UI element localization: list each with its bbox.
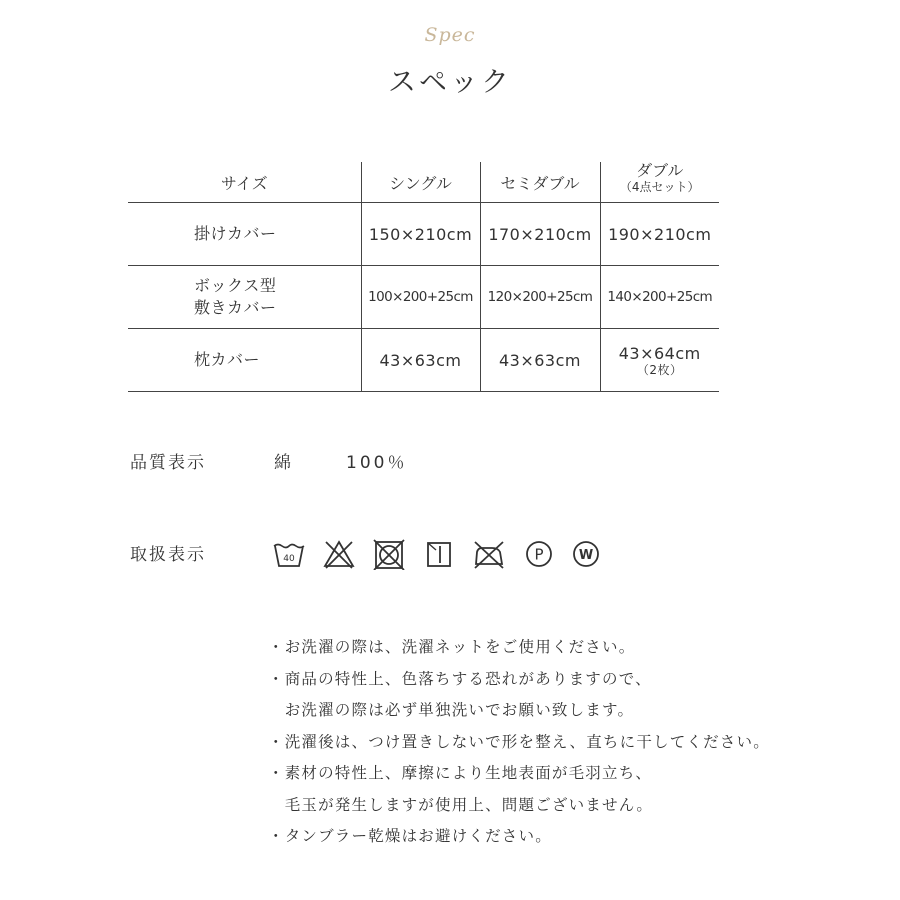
- cell-semi-double: 170×210cm: [480, 203, 600, 266]
- svg-text:P: P: [534, 545, 544, 564]
- note-line: 毛玉が発生しますが使用上、問題ございません。: [268, 795, 654, 814]
- cell-double: 140×200+25cm: [600, 266, 719, 329]
- no-bleach-icon: [322, 538, 356, 570]
- cell-double: [600, 329, 719, 392]
- quality-percent: 100％: [346, 453, 408, 473]
- script-title: Spec: [424, 24, 476, 46]
- note-line: ・洗濯後は、つけ置きしないで形を整え、直ちに干してください。: [268, 732, 770, 751]
- page-title: スペック: [387, 65, 512, 98]
- row-label-duvet-cover: 掛けカバー: [194, 224, 277, 243]
- table-row: [128, 266, 719, 329]
- wet-clean-w-icon: [570, 538, 602, 570]
- cell-double-value: 43×64cm: [618, 343, 701, 363]
- care-label: 取扱表示: [130, 545, 206, 565]
- svg-text:W: W: [578, 548, 594, 563]
- note-line: ・商品の特性上、色落ちする恐れがありますので、: [268, 669, 652, 688]
- header-double: [600, 162, 719, 203]
- table-row: [128, 329, 719, 392]
- wash-40-icon: [272, 538, 306, 570]
- iron-low-icon: [472, 538, 506, 570]
- cell-double-note: （2枚）: [636, 362, 683, 377]
- cell-single: 150×210cm: [361, 203, 480, 266]
- row-label-pillow-cover: 枕カバー: [194, 350, 261, 369]
- note-line: お洗濯の際は必ず単独洗いでお願い致します。: [268, 701, 635, 719]
- cell-single: 100×200+25cm: [361, 266, 480, 329]
- table-header-row: [128, 162, 719, 203]
- header-single: シングル: [361, 162, 480, 203]
- spec-table: [128, 162, 719, 392]
- care-notes: [268, 632, 770, 853]
- row-label-line2: 敷きカバー: [194, 298, 277, 317]
- header-semi-double: セミダブル: [480, 162, 600, 203]
- row-label-box-sheet: [128, 266, 361, 329]
- header-double-note: （4点セット）: [619, 180, 700, 194]
- table-row: [128, 203, 719, 266]
- row-label-line1: ボックス型: [194, 276, 277, 295]
- quality-label: 品質表示: [130, 453, 206, 473]
- note-line: ・素材の特性上、摩擦により生地表面が毛羽立ち、: [268, 764, 653, 782]
- quality-material: 綿: [274, 453, 291, 473]
- cell-semi-double: 120×200+25cm: [480, 266, 600, 329]
- cell-double: 190×210cm: [600, 203, 719, 266]
- header-size: サイズ: [128, 162, 361, 203]
- note-line: ・タンブラー乾燥はお避けください。: [268, 827, 552, 845]
- line-dry-shade-icon: [424, 538, 454, 570]
- note-line: ・お洗濯の際は、洗濯ネットをご使用ください。: [268, 638, 636, 656]
- cell-semi-double: 43×63cm: [480, 329, 600, 392]
- cell-single: 43×63cm: [361, 329, 480, 392]
- svg-text:40: 40: [283, 554, 295, 564]
- header-double-label: ダブル: [636, 161, 684, 180]
- no-tumble-dry-icon: [372, 538, 406, 570]
- dry-clean-p-icon: [523, 538, 555, 570]
